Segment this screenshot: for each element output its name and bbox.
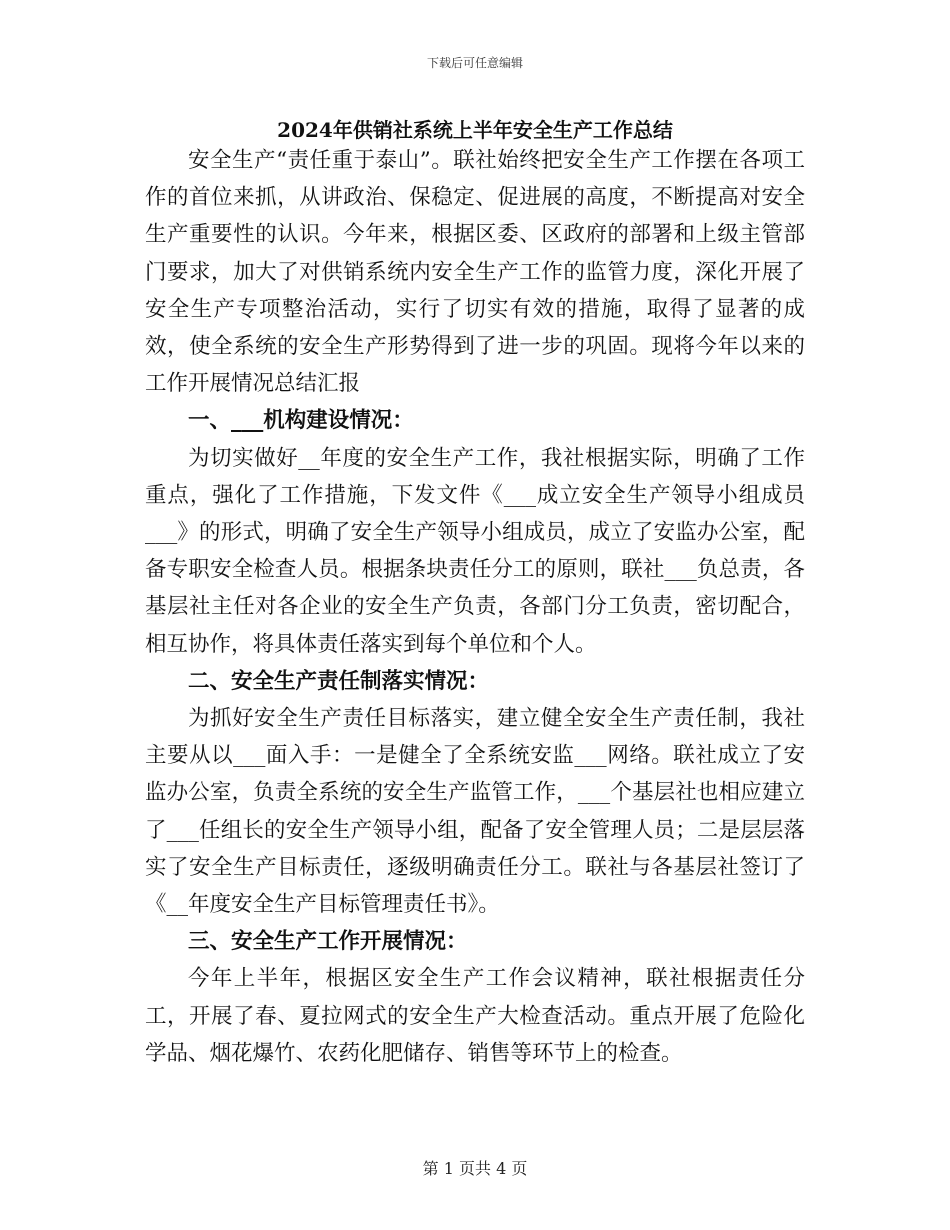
section-heading-3: 三、安全生产工作开展情况：	[188, 929, 468, 955]
section-heading-1: 一、___机构建设情况：	[188, 408, 414, 434]
section-paragraph-3: 今年上半年，根据区安全生产工作会议精神，联社根据责任分工，开展了春、夏拉网式的安全生产大检查活动。重点开展了危险化学品、烟花爆竹、农药化肥储存、销售等环节上的检查。	[145, 966, 805, 1066]
section-heading-2: 二、安全生产责任制落实情况：	[188, 668, 490, 694]
section-paragraph-1: 为切实做好__年度的安全生产工作，我社根据实际，明确了工作重点，强化了工作措施，下发文件《___成立安全生产领导小组成员___》的形式，明确了安全生产领导小组成员，成立了安监办公室，配备专职安全检查人员。根据条块责任分工的原则，联社___负总责，各基层社主任对各企业的安全生产负责，各部门分工负责，密切配合，相互协作，将具体责任落实到每个单位和个人。	[145, 445, 805, 657]
page-number-footer: 第 1 页共 4 页	[422, 1159, 528, 1178]
document-body	[145, 142, 805, 1072]
intro-paragraph: 安全生产“责任重于泰山”。联社始终把安全生产工作摆在各项工作的首位来抓，从讲政治、保稳定、促进展的高度，不断提高对安全生产重要性的认识。今年来，根据区委、区政府的部署和上级主管部门要求，加大了对供销系统内安全生产工作的监管力度，深化开展了安全生产专项整治活动，实行了切实有效的措施，取得了显著的成效，使全系统的安全生产形势得到了进一步的巩固。现将今年以来的工作开展情况总结汇报	[145, 148, 805, 397]
page-header-note: 下载后可任意编辑	[426, 56, 523, 70]
document-title: 2024年供销社系统上半年安全生产工作总结	[277, 118, 673, 142]
section-paragraph-2: 为抓好安全生产责任目标落实，建立健全安全生产责任制，我社主要从以___面入手：一是健全了全系统安监___网络。联社成立了安监办公室，负责全系统的安全生产监管工作，___个基层社也相应建立了___任组长的安全生产领导小组，配备了安全管理人员；二是层层落实了安全生产目标责任，逐级明确责任分工。联社与各基层社签订了《__年度安全生产目标管理责任书》。	[145, 706, 805, 918]
